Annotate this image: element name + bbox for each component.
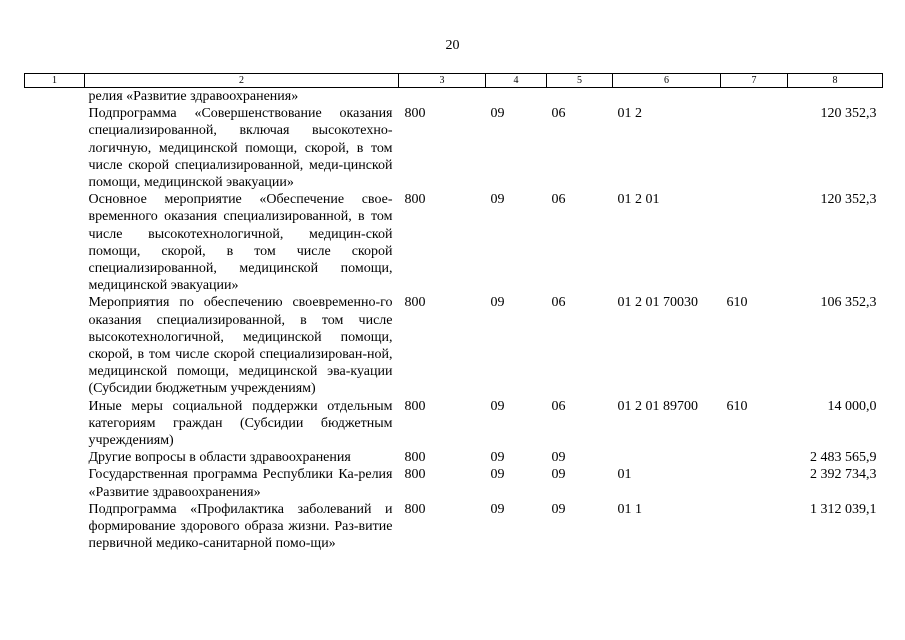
table-row — [25, 501, 883, 553]
column-header: 6 — [613, 74, 721, 88]
ministry-code-cell: 800 — [404, 106, 426, 122]
subsection-code-cell: 06 — [551, 398, 566, 414]
table-header-row — [25, 74, 883, 88]
target-code-cell: 01 — [617, 467, 632, 483]
amount-cell: 120 352,3 — [820, 192, 877, 208]
expense-type-cell — [721, 449, 788, 466]
description-cell: Подпрограмма «Совершенствование оказания специализированной, включая высокотехно-логичную, медицинской помощи, скорой, в том числе скорой специализированной, меди-цинской помощи, медицинской эвакуации» — [88, 106, 393, 191]
section-code-cell: 09 — [490, 106, 505, 122]
target-code-cell — [613, 88, 721, 106]
table-row — [25, 105, 883, 191]
section-code-cell: 09 — [490, 467, 505, 483]
amount-cell — [788, 88, 883, 106]
row-number-cell — [25, 191, 85, 294]
column-header: 5 — [547, 74, 613, 88]
section-code-cell — [486, 88, 547, 106]
page-number: 20 — [445, 38, 460, 53]
table-row — [25, 88, 883, 106]
expense-type-cell — [721, 88, 788, 106]
row-number-cell — [25, 398, 85, 450]
table-row — [25, 294, 883, 397]
expense-type-cell — [721, 466, 788, 500]
description-cell: Государственная программа Республики Ка-релия «Развитие здравоохранения» — [88, 467, 393, 500]
row-number-cell — [25, 105, 85, 191]
row-number-cell — [25, 88, 85, 106]
subsection-code-cell: 09 — [551, 450, 566, 466]
amount-cell: 120 352,3 — [820, 106, 877, 122]
column-header: 3 — [399, 74, 486, 88]
subsection-code-cell: 09 — [551, 501, 566, 517]
target-code-cell: 01 1 — [617, 501, 642, 517]
section-code-cell: 09 — [490, 192, 505, 208]
expense-type-cell — [721, 105, 788, 191]
ministry-code-cell: 800 — [404, 398, 426, 414]
row-number-cell — [25, 501, 85, 553]
budget-table — [24, 73, 883, 552]
ministry-code-cell: 800 — [404, 467, 426, 483]
target-code-cell: 01 2 — [617, 106, 642, 122]
section-code-cell: 09 — [490, 450, 505, 466]
amount-cell: 106 352,3 — [820, 295, 877, 311]
target-code-cell: 01 2 01 70030 — [617, 295, 698, 311]
target-code-cell — [613, 449, 721, 466]
expense-type-cell — [721, 191, 788, 294]
description-cell: релия «Развитие здравоохранения» — [88, 89, 299, 104]
subsection-code-cell: 09 — [551, 467, 566, 483]
description-cell: Другие вопросы в области здравоохранения — [88, 450, 351, 466]
section-code-cell: 09 — [490, 295, 505, 311]
table-row — [25, 466, 883, 500]
target-code-cell: 01 2 01 — [617, 192, 660, 208]
ministry-code-cell: 800 — [404, 450, 426, 466]
column-header: 7 — [721, 74, 788, 88]
column-header: 4 — [486, 74, 547, 88]
description-cell: Мероприятия по обеспечению своевременно-го оказания специализированной, в том числе высокотехнологичной, медицинской помощи, скорой, в том числе скорой специализирован-ной, медицинской помощи, медицинской эва-куации (Субсидии бюджетным учреждениям) — [88, 295, 393, 397]
amount-cell: 2 483 565,9 — [810, 450, 877, 466]
amount-cell: 1 312 039,1 — [810, 501, 877, 517]
ministry-code-cell: 800 — [404, 501, 426, 517]
ministry-code-cell: 800 — [404, 295, 426, 311]
row-number-cell — [25, 294, 85, 397]
row-number-cell — [25, 466, 85, 500]
subsection-code-cell — [547, 88, 613, 106]
subsection-code-cell: 06 — [551, 106, 566, 122]
description-cell: Подпрограмма «Профилактика заболеваний и формирование здорового образа жизни. Раз-витие первичной медико-санитарной помо-щи» — [88, 501, 393, 552]
table-row — [25, 398, 883, 450]
column-header: 8 — [788, 74, 883, 88]
description-cell: Иные меры социальной поддержки отдельным категориям граждан (Субсидии бюджетным учреждениям) — [88, 398, 393, 449]
ministry-code-cell: 800 — [404, 192, 426, 208]
amount-cell: 2 392 734,3 — [810, 467, 877, 483]
description-cell: Основное мероприятие «Обеспечение свое-временного оказания специализированной, в том числе высокотехнологичной, медицин-ской помощи, скорой, в том числе скорой специализированной, медицинской помощи, медицинской эвакуации» — [88, 192, 393, 294]
subsection-code-cell: 06 — [551, 295, 566, 311]
section-code-cell: 09 — [490, 501, 505, 517]
section-code-cell: 09 — [490, 398, 505, 414]
amount-cell: 14 000,0 — [827, 398, 877, 414]
table-row — [25, 449, 883, 466]
column-header: 1 — [25, 74, 85, 88]
subsection-code-cell: 06 — [551, 192, 566, 208]
expense-type-cell: 610 — [726, 295, 748, 311]
row-number-cell — [25, 449, 85, 466]
column-header: 2 — [85, 74, 399, 88]
ministry-code-cell — [399, 88, 486, 106]
target-code-cell: 01 2 01 89700 — [617, 398, 698, 414]
table-row — [25, 191, 883, 294]
expense-type-cell — [721, 501, 788, 553]
expense-type-cell: 610 — [726, 398, 748, 414]
